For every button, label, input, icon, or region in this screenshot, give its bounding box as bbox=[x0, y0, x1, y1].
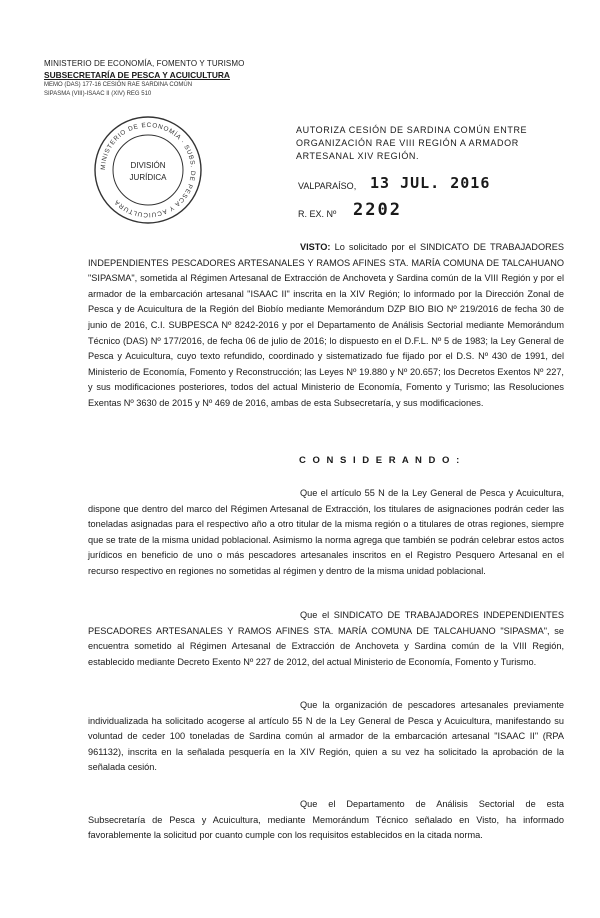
memo-reference: MEMO (DAS) 177-16 CESIÓN RAE SARDINA COMÚN bbox=[44, 82, 193, 88]
stamp-line-1: DIVISIÓN bbox=[130, 161, 166, 170]
stamp-ring-text: MINISTERIO DE ECONOMÍA · SUBS. DE PESCA Y ACUICULTURA bbox=[99, 121, 197, 219]
resolution-subject: AUTORIZA CESIÓN DE SARDINA COMÚN ENTRE ORGANIZACIÓN RAE VIII REGIÓN A ARMADOR ARTESANAL XIV REGIÓN. bbox=[296, 125, 528, 161]
visto-text: Lo solicitado por el SINDICATO DE TRABAJADORES INDEPENDIENTES PESCADORES ARTESANALES Y RAMOS AFINES STA. MARÍA COMUNA DE TALCAHUANO "SIPASMA", sometida al Régimen Artesanal de Extracción de Anchoveta y Sardina común de la VIII Región y por el armador de la embarcación artesanal "ISAAC II" inscrita en la XIV Región; lo informado por la Dirección Zonal de Pesca y de Acuicultura de la Región del Biobío mediante Memorándum DZP BIO BIO Nº 219/2016 de fecha 30 de junio de 2016, C.I. SUBPESCA Nº 8242-2016 y por el Departamento de Análisis Sectorial mediante Memorándum Técnico (DAS) Nº 177/2016, de fecha 06 de julio de 2016; lo dispuesto en el D.F.L. Nº 5 de 1983; la Ley General de Pesca y Acuicultura, cuyo texto refundido, coordinado y sistematizado fue fijado por el D.S. Nº 430 de 1991, del Ministerio de Economía, Fomento y Reconstrucción; las Leyes Nº 19.880 y Nº 20.657; los Decretos Exentos Nº 227, y sus modificaciones posteriores, todos del actual Ministerio de Economía, Fomento y Turismo; las Resoluciones Exentas Nº 3630 de 2015 y Nº 469 de 2016, ambas de esta Subsecretaría, y sus modificaciones. bbox=[88, 242, 564, 408]
date-stamp: 13 JUL. 2016 bbox=[370, 174, 491, 192]
visto-label: VISTO: bbox=[300, 242, 331, 252]
stamp-line-2: JURÍDICA bbox=[129, 173, 167, 182]
subsecretaria-name: SUBSECRETARÍA DE PESCA Y ACUICULTURA bbox=[44, 70, 230, 80]
place-label: VALPARAÍSO, bbox=[298, 181, 357, 191]
visto-paragraph bbox=[88, 240, 564, 412]
resolution-number-label: R. EX. Nº bbox=[298, 209, 337, 219]
ministry-name: MINISTERIO DE ECONOMÍA, FOMENTO Y TURISMO bbox=[44, 59, 245, 68]
resolution-number: 2202 bbox=[353, 200, 402, 220]
svg-text:MINISTERIO DE ECONOMÍA · SUBS. bbox=[100, 122, 196, 218]
considerando-paragraph-2: Que el SINDICATO DE TRABAJADORES INDEPENDIENTES PESCADORES ARTESANALES Y RAMOS AFINES STA. MARÍA COMUNA DE TALCAHUANO "SIPASMA", se encuentra sometido al Régimen Artesanal de Extracción de Anchoveta y Sardina común de la VIII Región, establecido mediante Decreto Exento Nº 227 de 2012, del actual Ministerio de Economía, Fomento y Turismo. bbox=[88, 610, 564, 667]
considerando-heading: C O N S I D E R A N D O : bbox=[299, 455, 462, 466]
file-reference: SIPASMA (VIII)-ISAAC II (XIV) REG 510 bbox=[44, 91, 152, 97]
letterhead bbox=[44, 58, 284, 99]
considerando-paragraph-4: Que el Departamento de Análisis Sectorial de esta Subsecretaría de Pesca y Acuicultura, mediante Memorándum Técnico señalado en Visto, ha informado favorablemente la solicitud por cuanto cumple con los requisitos establecidos en la citada norma. bbox=[88, 799, 564, 841]
considerando-paragraph-1: Que el artículo 55 N de la Ley General de Pesca y Acuicultura, dispone que dentro del marco del Régimen Artesanal de Extracción, los titulares de asignaciones podrán ceder las toneladas asignadas para el respectivo año a otro titular de la misma región o a titulares de otras regiones, siempre que se trate de la misma unidad poblacional. Asimismo la norma agrega que también se podrán celebrar estos actos jurídicos en beneficio de uno o más pescadores artesanales inscritos en el Registro Pesquero Artesanal en el recurso respectivo en regiones no sometidas al régimen y dentro de la misma unidad poblacional. bbox=[88, 488, 564, 576]
division-juridica-stamp bbox=[92, 114, 204, 226]
considerando-paragraph-3: Que la organización de pescadores artesanales previamente individualizada ha solicitado acogerse al artículo 55 N de la Ley General de Pesca y Acuicultura, manifestando su voluntad de ceder 100 toneladas de Sardina común al armador de la embarcación artesanal "ISAAC II" (RPA 961132), inscrita en la señalada pesquería en la XIV Región, quien a su vez ha solicitado la aprobación de la señalada cesión. bbox=[88, 700, 564, 773]
